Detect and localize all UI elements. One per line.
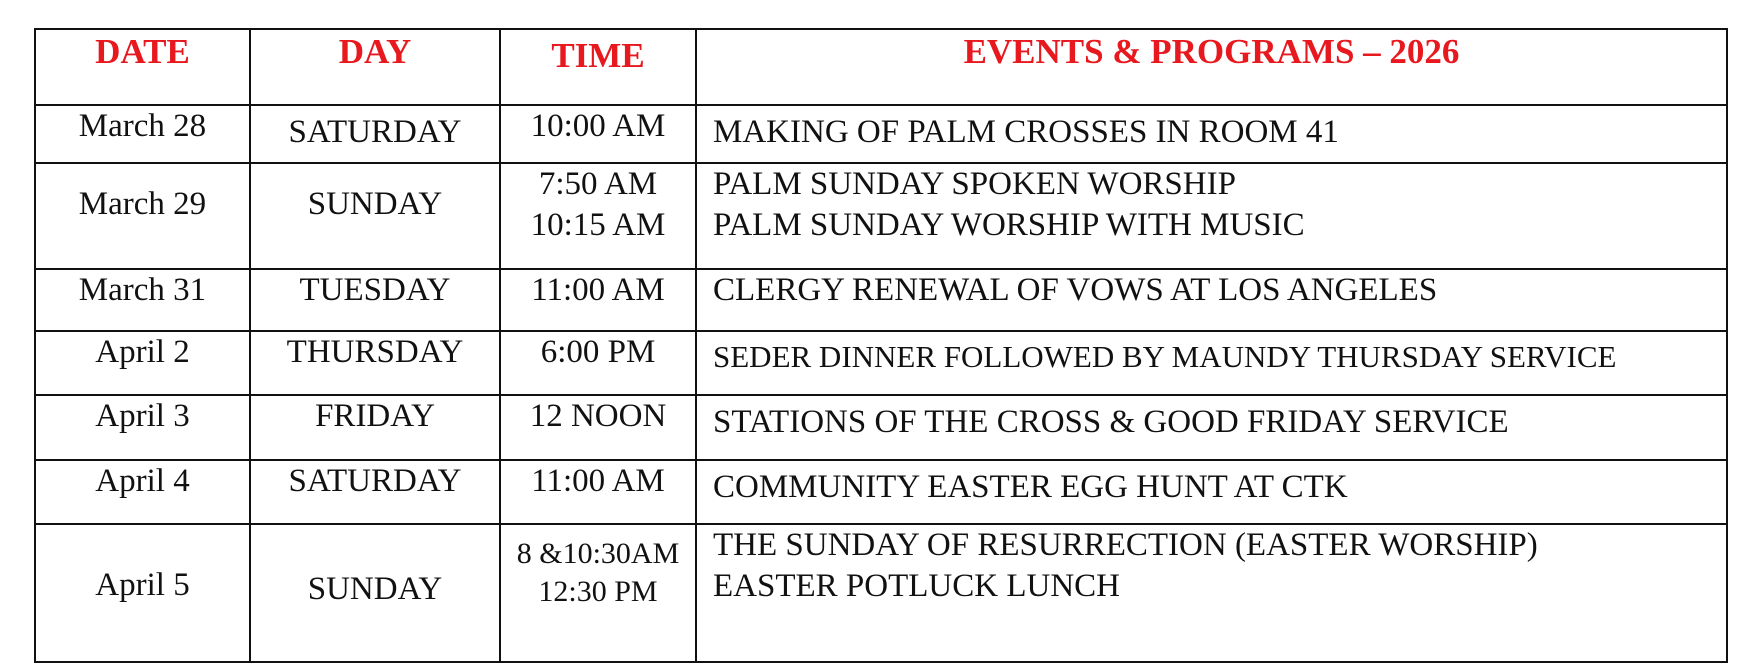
time-line: 8 &10:30AM	[516, 537, 680, 570]
time-cell: 6:00 PM	[500, 331, 696, 395]
event-cell	[696, 524, 1727, 662]
header-row	[35, 29, 1727, 105]
time-line: 10:15 AM	[530, 207, 666, 244]
day-cell: SUNDAY	[250, 163, 500, 269]
events-column-header	[696, 29, 1727, 105]
date-column-header	[35, 29, 250, 105]
date-header-label: DATE	[95, 32, 190, 71]
event-cell: MAKING OF PALM CROSSES IN ROOM 41	[696, 105, 1727, 163]
event-cell: COMMUNITY EASTER EGG HUNT AT CTK	[696, 460, 1727, 524]
day-header-label: DAY	[338, 32, 412, 71]
events-schedule-table	[34, 28, 1728, 663]
event-line: THE SUNDAY OF RESURRECTION (EASTER WORSHIP)	[713, 527, 1538, 563]
events-header-label: EVENTS & PROGRAMS – 2026	[963, 32, 1460, 71]
time-column-header	[500, 29, 696, 105]
time-cell: 11:00 AM	[500, 460, 696, 524]
day-cell: FRIDAY	[250, 395, 500, 460]
day-cell: TUESDAY	[250, 269, 500, 331]
time-header-label: TIME	[551, 36, 645, 75]
date-cell: April 5	[35, 524, 250, 662]
date-cell: March 29	[35, 163, 250, 269]
event-line: EASTER POTLUCK LUNCH	[713, 568, 1121, 605]
time-cell: 11:00 AM	[500, 269, 696, 331]
time-cell	[500, 524, 696, 662]
table-row	[35, 269, 1727, 331]
table-row	[35, 331, 1727, 395]
event-line: PALM SUNDAY SPOKEN WORSHIP	[713, 166, 1236, 202]
event-cell	[696, 163, 1727, 269]
day-cell: THURSDAY	[250, 331, 500, 395]
table-row	[35, 524, 1727, 662]
date-cell: March 28	[35, 105, 250, 163]
table-row	[35, 460, 1727, 524]
date-cell: April 4	[35, 460, 250, 524]
event-cell: CLERGY RENEWAL OF VOWS AT LOS ANGELES	[696, 269, 1727, 331]
date-cell: April 2	[35, 331, 250, 395]
event-line: PALM SUNDAY WORSHIP WITH MUSIC	[713, 207, 1305, 244]
time-line: 12:30 PM	[538, 574, 658, 608]
time-line: 7:50 AM	[538, 166, 658, 202]
table-row	[35, 163, 1727, 269]
time-cell: 12 NOON	[500, 395, 696, 460]
day-cell: SATURDAY	[250, 460, 500, 524]
event-cell: SEDER DINNER FOLLOWED BY MAUNDY THURSDAY SERVICE	[696, 331, 1727, 395]
table-row	[35, 395, 1727, 460]
time-cell	[500, 163, 696, 269]
date-cell: March 31	[35, 269, 250, 331]
date-cell: April 3	[35, 395, 250, 460]
time-cell: 10:00 AM	[500, 105, 696, 163]
day-cell: SATURDAY	[250, 105, 500, 163]
table-row	[35, 105, 1727, 163]
day-column-header	[250, 29, 500, 105]
event-cell: STATIONS OF THE CROSS & GOOD FRIDAY SERVICE	[696, 395, 1727, 460]
day-cell: SUNDAY	[250, 524, 500, 662]
